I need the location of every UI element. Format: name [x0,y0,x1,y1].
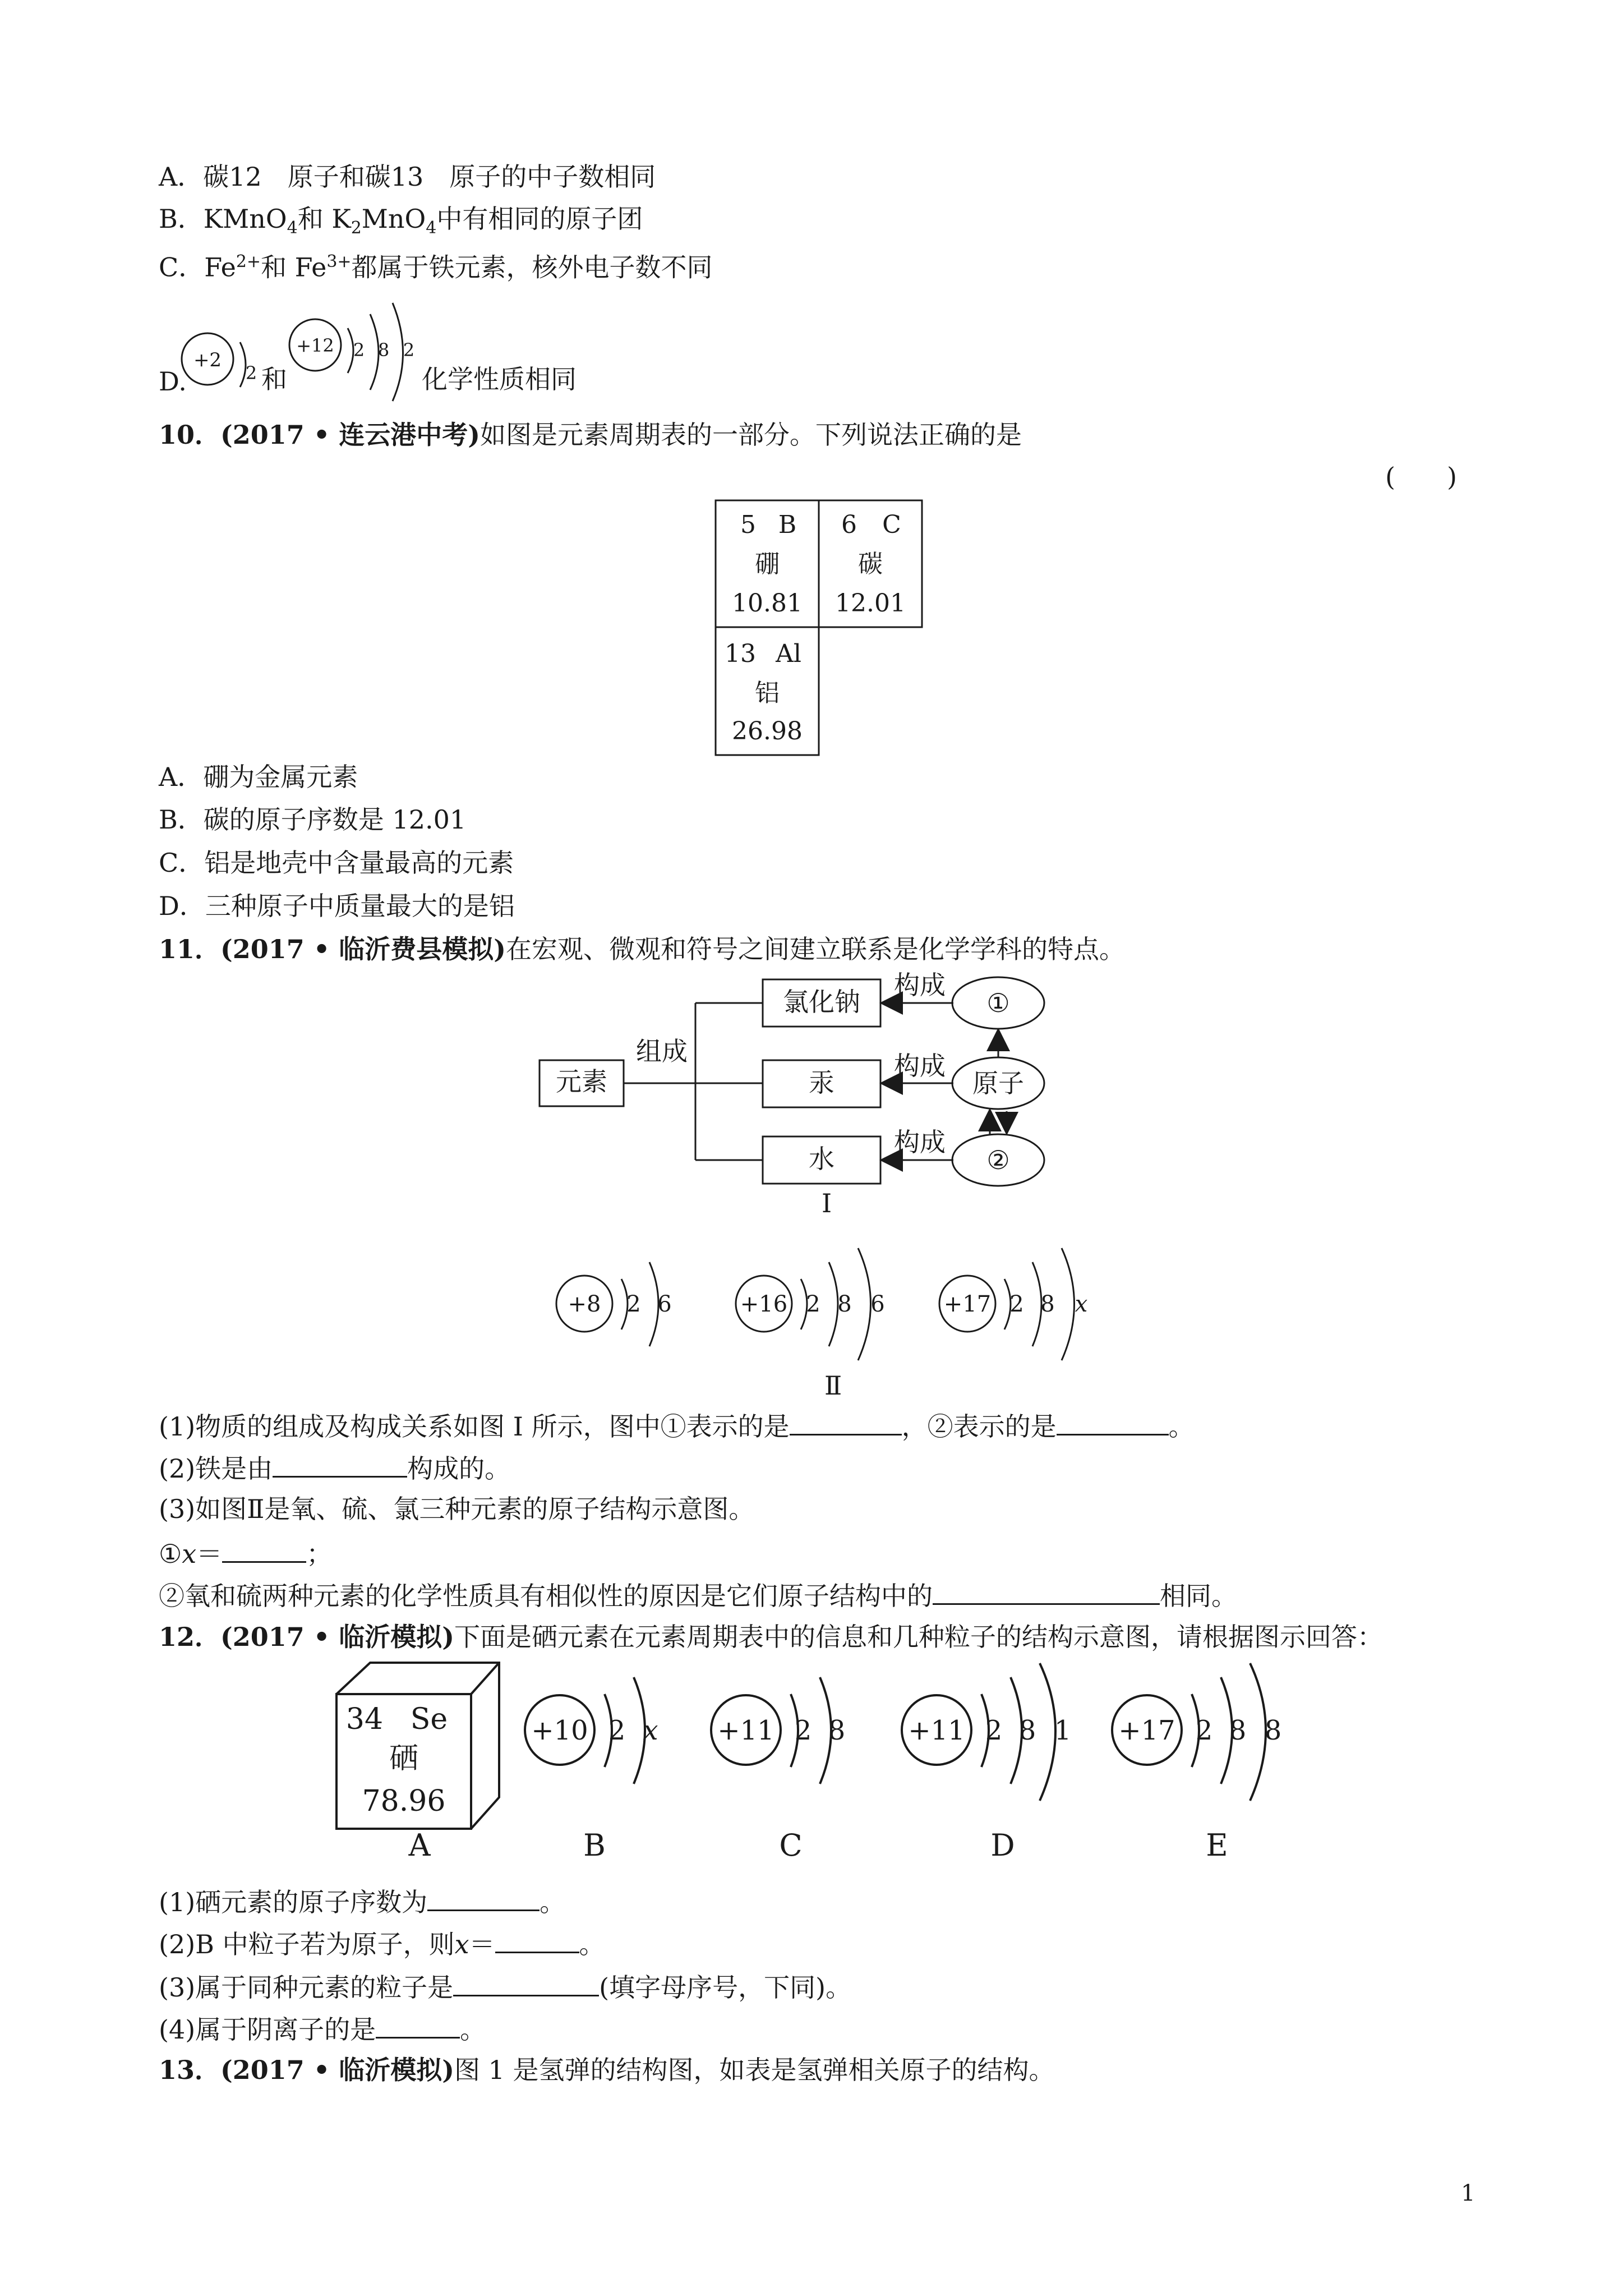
svg-text:+17: +17 [943,1291,992,1317]
q12-figure [331,1660,1312,1874]
q9-option-d-and: 和 [261,364,287,394]
q11-stem: 11．(2017 • 临沂费县模拟)在宏观、微观和符号之间建立联系是化学学科的特点。 [159,934,1126,964]
q9-option-d-atom2 [287,300,416,401]
svg-text:+8: +8 [568,1291,601,1317]
label-e: E [1206,1828,1228,1863]
answer-blank-3[interactable] [273,1450,407,1478]
svg-text:2: 2 [353,339,365,361]
particle-b [525,1677,658,1784]
q12-sub-2: (2)B 中粒子若为原子，则x＝ 。 [159,1926,605,1961]
substance-mercury: 汞 [809,1068,834,1098]
particle-d [902,1663,1071,1801]
cell-b-symbol: B [778,510,797,539]
q11-sub-1: (1)物质的组成及构成关系如图 I 所示，图中①表示的是 ，②表示的是 。 [159,1408,1195,1443]
label-b: B [583,1828,606,1863]
compose-label: 组成 [636,1036,688,1066]
substance-nacl: 氯化钠 [783,987,860,1017]
svg-text:2: 2 [626,1291,641,1317]
svg-text:+2: +2 [193,349,222,371]
cell-b-mass: 10.81 [732,589,803,618]
svg-text:2: 2 [1195,1715,1213,1746]
answer-blank-8[interactable] [453,1969,599,1996]
svg-text:6: 6 [870,1291,885,1317]
svg-text:+17: +17 [1118,1715,1175,1746]
atom-oxygen [556,1262,672,1346]
q10-option-d: D．三种原子中质量最大的是铝 [159,891,515,921]
particle-c [711,1677,845,1784]
svg-text:8: 8 [828,1715,846,1746]
svg-text:2: 2 [794,1715,812,1746]
answer-blank-5[interactable] [933,1577,1160,1605]
svg-text:8: 8 [1264,1715,1282,1746]
q9-option-a: A．碳12 原子和碳13 原子的中子数相同 [159,162,656,192]
svg-text:2: 2 [1009,1291,1024,1317]
substance-water: 水 [809,1144,834,1174]
svg-text:8: 8 [1018,1715,1036,1746]
answer-blank-2[interactable] [1057,1408,1169,1435]
svg-text:Se: Se [410,1703,448,1736]
label-d: D [990,1828,1015,1863]
svg-text:+11: +11 [717,1715,774,1746]
q12-stem: 12．(2017 • 临沂模拟)下面是硒元素在元素周期表中的信息和几种粒子的结构示意图，请根据图示回答： [159,1622,1384,1652]
svg-text:6: 6 [657,1291,672,1317]
construct-label-2: 构成 [894,1051,946,1081]
atom-sulfur [736,1248,885,1360]
selenium-cube [336,1663,499,1829]
q10-option-b: B．碳的原子序数是 12.01 [159,804,467,835]
q12-sub-3: (3)属于同种元素的粒子是 (填字母序号，下同)。 [159,1969,851,2004]
svg-text:+16: +16 [740,1291,788,1317]
atom-chlorine [939,1248,1087,1360]
svg-text:硒: 硒 [389,1742,419,1775]
q10-answer-paren: ( ) [1385,462,1457,492]
q11-figure-1-label: I [822,1188,832,1218]
q9-option-d-suffix: 化学性质相同 [422,364,577,394]
cell-c-name: 碳 [858,550,883,578]
svg-text:2: 2 [608,1715,626,1746]
q11-sub-3: (3)如图Ⅱ是氧、硫、氯三种元素的原子结构示意图。 [159,1494,755,1524]
q11-figure-1 [538,970,1066,1223]
svg-text:+11: +11 [908,1715,965,1746]
construct-label-1: 构成 [894,970,946,1000]
label-c: C [779,1828,803,1863]
svg-text:2: 2 [985,1715,1003,1746]
atom-ellipse: 原子 [972,1068,1024,1098]
q9-option-c: C．$Fe^{2+}$和 $Fe^{3+}$都属于铁元素，核外电子数不同 [159,252,713,283]
answer-blank-9[interactable] [376,2011,460,2039]
q11-sub-3-2: ②氧和硫两种元素的化学性质具有相似性的原因是它们原子结构中的 相同。 [159,1577,1237,1613]
svg-text:+12: +12 [296,335,334,356]
cell-b-name: 硼 [755,550,780,578]
answer-blank-7[interactable] [495,1926,579,1953]
q12-sub-4: (4)属于阴离子的是 。 [159,2011,486,2046]
svg-text:8: 8 [377,339,390,361]
answer-blank-4[interactable] [222,1535,306,1563]
answer-blank-1[interactable] [790,1408,902,1435]
cell-c-number: 6 [841,510,857,539]
svg-text:78.96: 78.96 [362,1784,446,1818]
svg-text:2: 2 [403,339,415,361]
q10-stem: 10．(2017 • 连云港中考)如图是元素周期表的一部分。下列说法正确的是 [159,420,1022,450]
q13-stem: 13．(2017 • 临沂模拟)图 1 是氢弹的结构图，如表是氢弹相关原子的结构。 [159,2055,1055,2085]
q11-sub-2: (2)铁是由 构成的。 [159,1450,510,1485]
cell-c-mass: 12.01 [835,589,906,618]
label-a: A [408,1828,431,1863]
particle-1: ① [986,988,1010,1018]
q11-figure-2 [555,1245,1105,1363]
cell-al-name: 铝 [755,679,780,707]
svg-text:34: 34 [345,1703,384,1736]
q9-option-d-label: D. [159,366,187,397]
q11-figure-2-label: Ⅱ [824,1370,842,1401]
cell-b-number: 5 [740,510,756,539]
particle-2: ② [986,1145,1010,1175]
construct-label-3: 构成 [894,1127,946,1157]
q10-option-c: C．铝是地壳中含量最高的元素 [159,848,514,878]
svg-text:8: 8 [1040,1291,1055,1317]
q10-option-a: A．硼为金属元素 [159,762,358,792]
particle-e [1112,1663,1281,1801]
svg-text:x: x [643,1715,658,1746]
cell-al-mass: 26.98 [732,717,803,746]
cell-al-number: 13 [725,639,756,668]
svg-text:8: 8 [1229,1715,1247,1746]
svg-text:1: 1 [1054,1715,1072,1746]
svg-text:x: x [1075,1291,1088,1317]
answer-blank-6[interactable] [427,1884,540,1911]
q10-periodic-table [714,499,928,757]
q9-option-d-atom1 [179,331,269,398]
svg-text:8: 8 [837,1291,852,1317]
q9-option-b: B．KMnO$_4$和 $K_2MnO_4$中有相同的原子团 [159,204,643,238]
q11-sub-3-1: ①x＝ ； [159,1535,332,1571]
svg-text:2: 2 [245,362,257,384]
element-box: 元素 [556,1066,607,1097]
q12-sub-1: (1)硒元素的原子序数为 。 [159,1884,565,1919]
page-number: 1 [1461,2180,1476,2206]
cell-al-symbol: Al [776,639,801,668]
svg-text:2: 2 [806,1291,820,1317]
svg-text:+10: +10 [531,1715,588,1746]
cell-c-symbol: C [882,510,901,539]
